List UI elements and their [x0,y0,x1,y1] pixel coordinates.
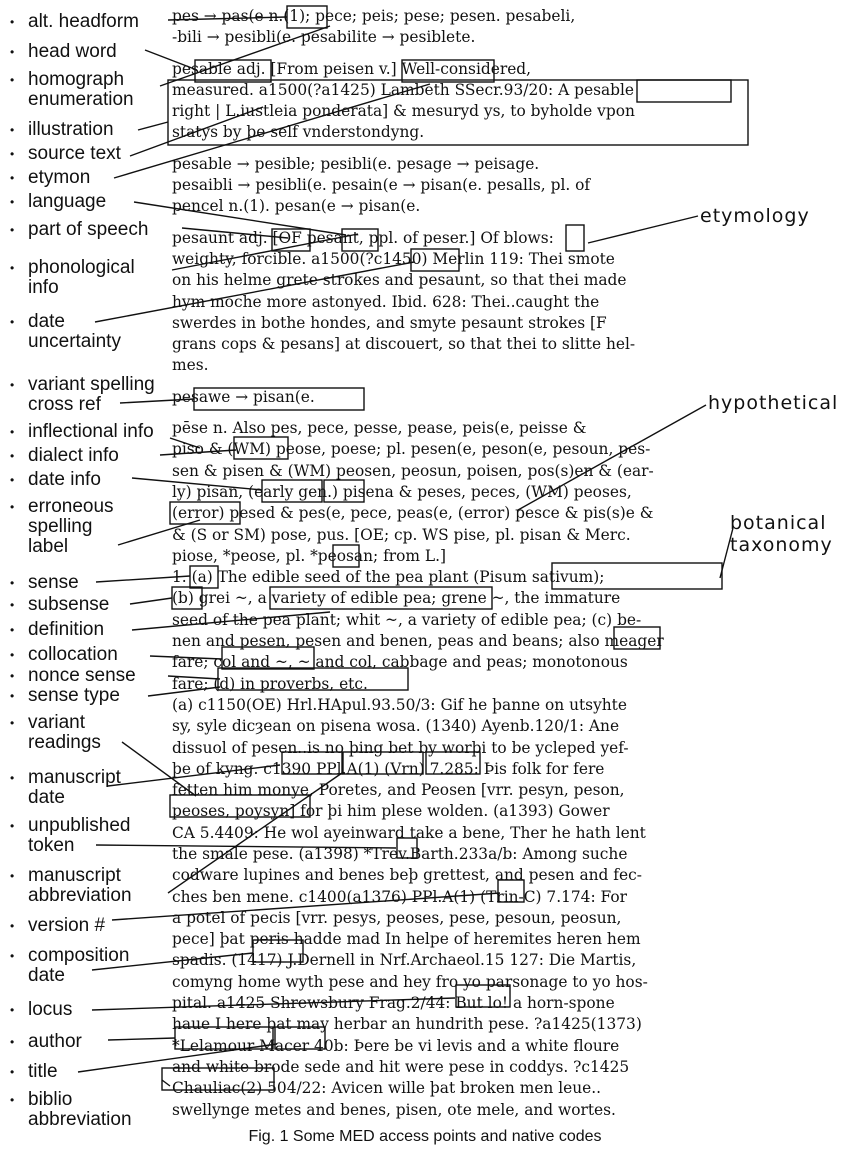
label-text: • etymon [28,167,91,188]
access-point-label [12,573,79,593]
access-point-label [12,497,114,557]
entry-line: piose, *peose, pl. *peosan; from L.] [172,546,447,565]
label-text: readings [28,732,101,753]
label-text: • title [28,1061,58,1082]
entry-line: pesable → pesible; pesibli(e. pesage → peisage. [172,154,540,173]
entry-line: *Lelamour Macer 40b: Þere be vi levis and a white floure [172,1036,620,1055]
entry-line: and white brode sede and hit were pese in coddys. ?c1425 [172,1057,630,1076]
access-point-label [12,220,148,240]
access-point-label [12,168,90,188]
access-point-label [12,946,129,986]
access-point-label [12,595,109,615]
label-text: • source text [28,143,121,164]
label-text: token [28,835,75,856]
entry-line: on his helme grete strokes and pesaunt, so that thei made [172,271,627,290]
access-point-label [12,916,105,936]
label-text: label [28,536,69,557]
entry-line: pes → pas(e n.(1); pece; peis; pese; pesen. pesabeli, [172,7,576,25]
entry-line: a potel of pecis [vrr. pesys, peoses, pese, pesoun, peosun, [172,908,622,927]
entry-line: (a) c1150(OE) Hrl.HApul.93.50/3: Gif he þanne on utsyhte [172,695,627,714]
paragraph-gap [172,49,747,59]
entry-line: hym moche more astonyed. Ibid. 628: Thei..caught the [172,292,600,311]
label-text: • definition [28,619,105,640]
entry-line: pital. a1425 Shrewsbury Frag.2/44: But lo! a horn-spone [172,994,615,1013]
entry-line: spadis. (1417) J.Dernell in Nrf.Archaeol.15 127: Die Martis, [172,951,637,970]
entry-line: pēse n. Also pes, pece, pesse, pease, peis(e, peisse & [172,419,587,438]
access-point-label [12,120,114,140]
entry-line: fetten him monye, Poretes, and Peosen [vrr. pesyn, peson, [172,781,625,800]
entry-line: fare; (d) in proverbs, etc. [172,674,368,693]
label-text: • composition [28,945,130,966]
entry-line: weighty, forcible. a1500(?c1450) Merlin 119: Thei smote [172,249,615,268]
access-point-label [12,816,130,856]
label-text: • date info [28,469,101,490]
entry-line: sen & pisen & (WM) peosen, peosun, poisen, pos(s)en & (ear- [172,461,654,480]
access-point-label [12,666,136,686]
entry-line: pencel n.(1). pesan(e → pisan(e. [172,197,421,216]
entry-line: statys by þe self vnderstondyng. [172,123,425,142]
handwritten-hypothetical: hypothetical [708,392,839,414]
entry-line: pesaibli → pesibli(e. pesain(e → pisan(e. pesalls, pl. of [172,176,591,195]
label-text: • locus [28,999,73,1020]
access-point-labels [0,0,190,1130]
entry-line: -bili → pesibli(e. pesabilite → pesiblete. [172,28,476,47]
label-text: date [28,965,65,986]
access-point-label [12,1090,132,1130]
label-text: • phonological [28,257,135,278]
handwritten-botanical-taxonomy: botanical taxonomy [730,512,833,556]
entry-line: nen and pesen, pesen and benen, peas and beans; also meager [172,632,664,651]
entry-line: & (S or SM) pose, pus. [OE; cp. WS pise, pl. pisan & Merc. [172,525,631,544]
entry-line: (b) grei ~, a variety of edible pea; grene ~, the immature [172,589,621,608]
access-point-label [12,620,104,640]
label-text: • biblio [28,1089,73,1110]
paragraph-gap [172,408,747,418]
entry-line: measured. a1500(?a1425) Lambeth SSecr.93/20: A pesable [172,80,635,99]
entry-line: (error) pesed & pes(e, pece, peas(e, (error) pesce & pis(s)e & [172,504,654,523]
entry-line: CA 5.4409: He wol ayeinward take a bene, Ther he hath lent [172,823,646,842]
entry-line: haue I here þat may herbar an hundrith pese. ?a1425(1373) [172,1015,642,1034]
entry-line: right | L.iustleia ponderata] & mesuryd ys, to byholde vpon [172,102,635,121]
access-point-label [12,312,121,352]
entry-line: the smale pese. (a1398) *Trev.Barth.233a/b: Among suche [172,844,628,863]
label-text: info [28,277,59,298]
access-point-label [12,470,101,490]
entry-line: pesawe → pisan(e. [172,387,315,406]
access-point-label [12,1000,72,1020]
label-text: • alt. headform [28,11,139,32]
label-text: • nonce sense [28,665,136,686]
label-text: enumeration [28,89,134,110]
entry-line: mes. [172,356,209,375]
entry-line: piso & (WM) peose, poese; pl. pesen(e, peson(e, pesoun, pes- [172,440,651,459]
entry-line: comyng home wyth pese and hey fro yo parsonage to yo hos- [172,972,648,991]
entry-line: seed of the pea plant; whit ~, a variety of edible pea; (c) be- [172,610,642,629]
access-point-label [12,42,117,62]
entry-line: 1. (a) The edible seed of the pea plant (Pisum sativum); [172,568,605,587]
label-text: • collocation [28,644,118,665]
label-text: • head word [28,41,117,62]
handwritten-etymology: etymology [700,205,810,227]
access-point-label [12,422,154,442]
dictionary-entry-excerpt [172,6,747,1121]
access-point-label [12,1062,58,1082]
label-text: date [28,787,65,808]
entry-line: fare; col and ~, ~ and col, cabbage and peas; monotonous [172,653,628,672]
entry-line: peoses, poysyn] for þi him plese wolden. (a1393) Gower [172,802,610,821]
access-point-label [12,645,118,665]
entry-line: swerdes in bothe hondes, and smyte pesaunt strokes [F [172,313,607,332]
access-point-label [12,375,155,415]
access-point-label [12,192,106,212]
label-text: • version # [28,915,106,936]
access-point-label [12,686,120,706]
entry-line: pesaunt adj. [OF pesant, ppl. of peser.] Of blows: [172,228,554,247]
label-text: uncertainty [28,331,121,352]
figure-caption: Fig. 1 Some MED access points and native codes [248,1128,602,1145]
entry-line: pece] þat peris hadde mad In helpe of heremites heren hem [172,930,641,949]
entry-line: grans cops & pesans] at discouert, so that thei to slitte hel- [172,335,636,354]
access-point-label [12,713,101,753]
access-point-label [12,258,135,298]
label-text: • date [28,311,65,332]
label-text: • language [28,191,107,212]
label-text: • dialect info [28,445,119,466]
entry-line: Chauliac(2) 504/22: Avicen wille þat broken men leue.. [172,1079,602,1098]
access-point-label [12,12,139,32]
label-text: • illustration [28,119,114,140]
label-text: • sense type [28,685,120,706]
label-text: • manuscript [28,865,121,886]
label-text: • variant [28,712,86,733]
entry-line: swellynge metes and benes, pisen, ote mele, and wortes. [172,1100,616,1119]
label-text: abbreviation [28,885,132,906]
entry-line: þe of kyng. c1390 PPl.A(1) (Vrn) 7.285: Þis folk for fere [172,759,605,778]
entry-line: codware lupines and benes beþ grettest, and pesen and fec- [172,866,642,885]
entry-line: ly) pisan, (early gen.) pisena & peses, peces, (WM) peoses, [172,482,632,501]
access-point-label [12,866,132,906]
access-point-label [12,70,134,110]
entry-line: ches ben mene. c1400(a1376) PPl.A(1) (Trin-C) 7.174: For [172,887,628,906]
access-point-label [12,144,121,164]
label-text: • unpublished [28,815,131,836]
access-point-label [12,1032,82,1052]
entry-line: dissuol of pesen..is no þing bet by worþi to be ycleped yef- [172,738,629,757]
label-text: • subsense [28,594,110,615]
label-text: • sense [28,572,79,593]
label-text: abbreviation [28,1109,132,1130]
access-point-label [12,768,121,808]
label-text: spelling [28,516,93,537]
paragraph-gap [172,218,747,228]
label-text: • variant spelling [28,374,155,395]
label-text: • part of speech [28,219,149,240]
label-text: • erroneous [28,496,114,517]
label-text: • inflectional info [28,421,154,442]
access-point-label [12,446,119,466]
label-text: • manuscript [28,767,121,788]
paragraph-gap [172,144,747,154]
label-text: • author [28,1031,82,1052]
label-text: • homograph [28,69,125,90]
paragraph-gap [172,377,747,387]
entry-line: sy, syle dicȝean on pisena wosa. (1340) Ayenb.120/1: Ane [172,717,620,736]
entry-line: pesable adj. [From peisen v.] Well-considered, [172,59,532,78]
label-text: cross ref [28,394,101,415]
